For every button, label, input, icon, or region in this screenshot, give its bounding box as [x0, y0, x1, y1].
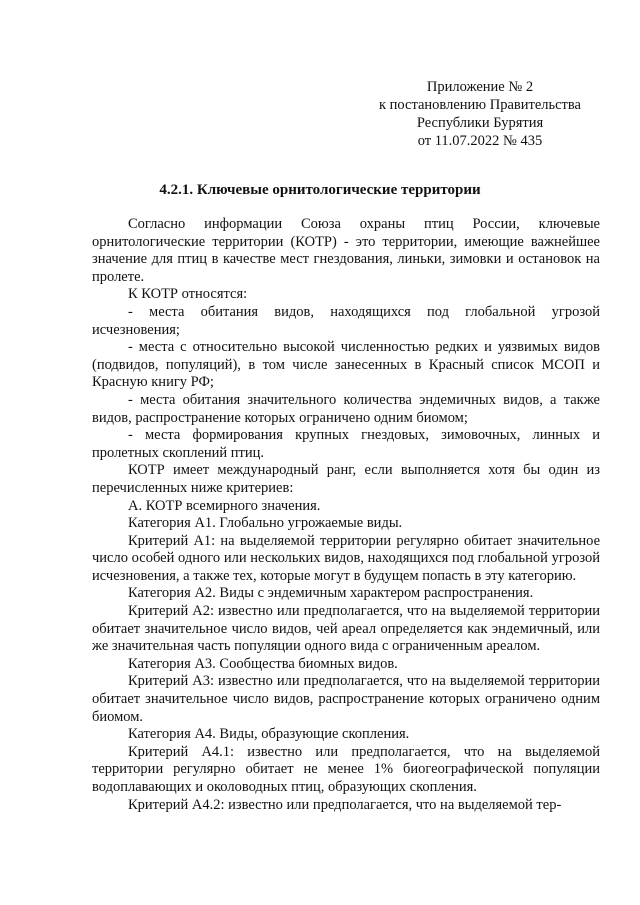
paragraph: Категория А4. Виды, образующие скопления.: [128, 726, 410, 743]
paragraph: - места обитания видов, находящихся под глобальной угрозой исчезновения;: [92, 303, 600, 338]
appendix-reference: к постановлению Правительства: [379, 97, 581, 113]
paragraph: Критерий А2: известно или предполагается, что на выделяемой территории обитает значительное число видов, чей ареал определяется как эндемичный, или же значительная часть популяции одного вида с ограниченным ареалом.: [92, 603, 600, 655]
appendix-header: [360, 78, 600, 150]
appendix-authority: Республики Бурятия: [416, 115, 544, 131]
appendix-date: от 11.07.2022 № 435: [417, 133, 543, 149]
appendix-number: Приложение № 2: [426, 79, 534, 95]
section-title: 4.2.1. Ключевые орнитологические территории: [159, 182, 481, 198]
paragraph: Критерий А1: на выделяемой территории регулярно обитает значительное число особей одного или нескольких видов, находящихся под глобальной угрозой исчезновения, а также тех, которые могут в будущем попасть в эту категорию.: [92, 532, 600, 584]
paragraph: Критерий А4.2: известно или предполагается, что на выделяемой тер-: [128, 796, 562, 813]
paragraph: - места обитания значительного количества эндемичных видов, а также видов, распространение которых ограничено одним биомом;: [92, 391, 600, 426]
paragraph: - места формирования крупных гнездовых, зимовочных, линных и пролетных скоплений птиц.: [92, 427, 600, 461]
document-body: [92, 216, 600, 814]
paragraph: Критерий А3: известно или предполагается, что на выделяемой территории обитает значительное число видов, распространение которых ограничено одним биомом.: [92, 673, 600, 725]
paragraph: - места с относительно высокой численностью редких и уязвимых видов (подвидов, популяций), в том числе занесенных в Красный список МСОП и Красную книгу РФ;: [92, 339, 600, 391]
paragraph: К КОТР относятся:: [128, 286, 248, 303]
paragraph: Согласно информации Союза охраны птиц России, ключевые орнитологические территории (КОТР) - это территории, имеющие важнейшее значение для птиц в качестве мест гнездования, линьки, зимовки и остановок на пролете.: [92, 216, 600, 285]
paragraph: Категория А3. Сообщества биомных видов.: [128, 655, 398, 672]
paragraph: А. КОТР всемирного значения.: [128, 497, 321, 514]
paragraph: Критерий А4.1: известно или предполагается, что на выделяемой территории регулярно обитает не менее 1% биогеографической популяции водоплавающих и околоводных птиц, образующих скопления.: [92, 743, 600, 795]
paragraph: Категория А2. Виды с эндемичным характером распространения.: [128, 585, 534, 602]
paragraph: КОТР имеет международный ранг, если выполняется хотя бы один из перечисленных ниже критериев:: [92, 462, 600, 496]
paragraph: Категория А1. Глобально угрожаемые виды.: [128, 515, 403, 532]
